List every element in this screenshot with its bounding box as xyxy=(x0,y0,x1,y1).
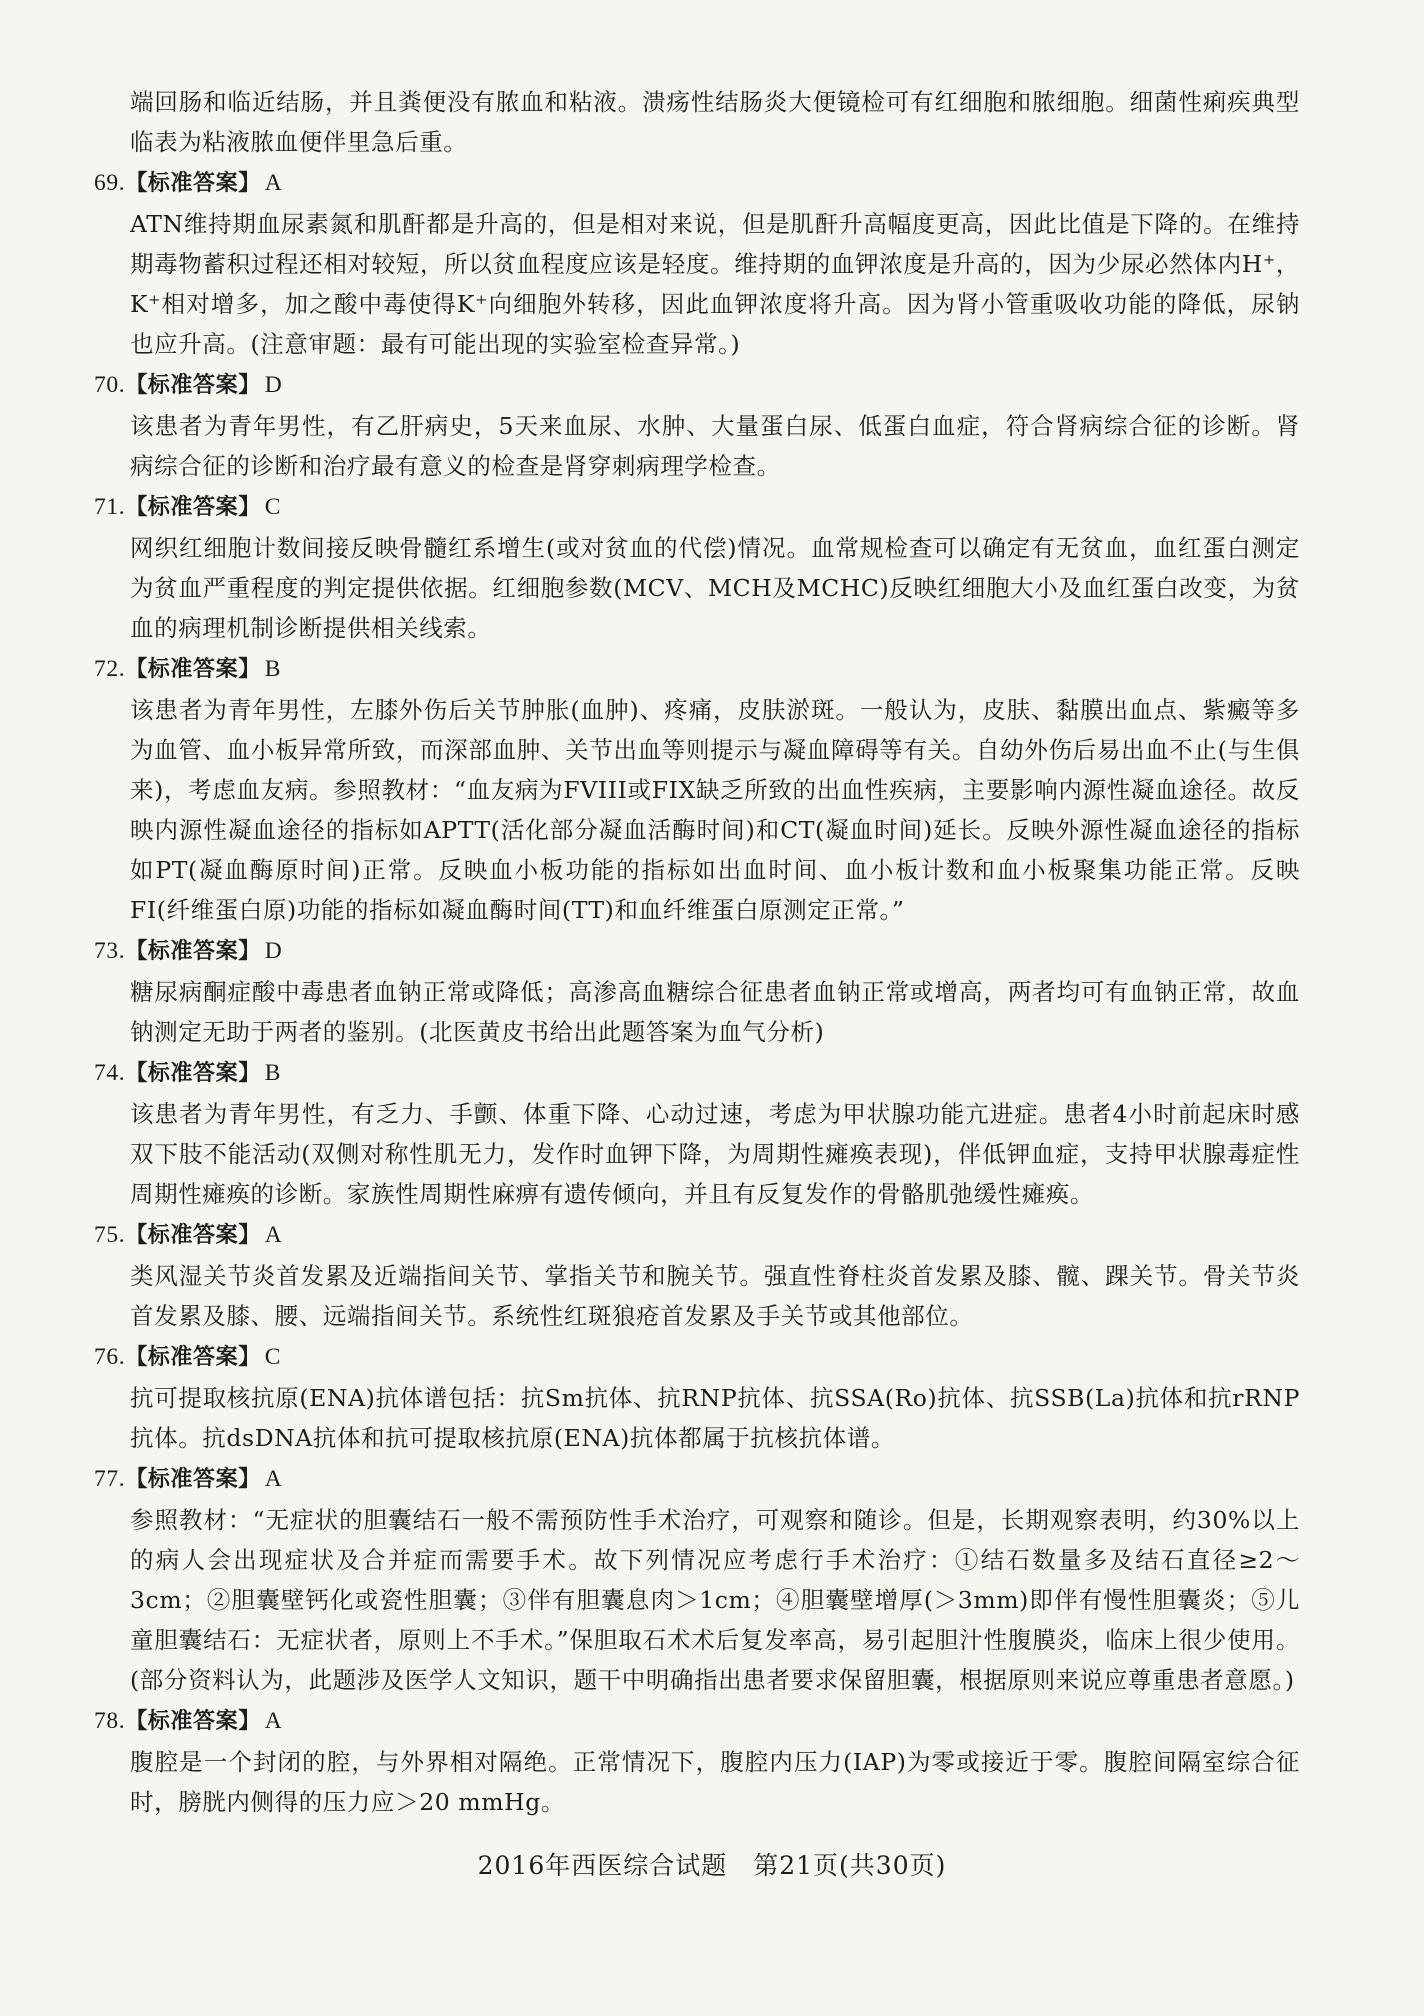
question-number: 70. xyxy=(94,372,126,398)
standard-answer-label: 【标准答案】 xyxy=(125,657,261,682)
explanation-text: 类风湿关节炎首发累及近端指间关节、掌指关节和腕关节。强直性脊柱炎首发累及膝、髋、踝关节。骨关节炎首发累及膝、腰、远端指间关节。系统性红斑狼疮首发累及手关节或其他部位。 xyxy=(130,1262,1300,1330)
question-number: 76. xyxy=(94,1344,126,1370)
answer-heading xyxy=(94,930,1300,972)
answer-item xyxy=(94,486,1300,648)
answer-letter: A xyxy=(264,1708,283,1734)
answer-heading xyxy=(94,1336,1300,1378)
question-number: 72. xyxy=(94,656,126,682)
explanation-text: ATN维持期血尿素氮和肌酐都是升高的，但是相对来说，但是肌酐升高幅度更高，因此比值是下降的。在维持期毒物蓄积过程还相对较短，所以贫血程度应该是轻度。维持期的血钾浓度是升高的，因为少尿必然体内H⁺，K⁺相对增多，加之酸中毒使得K⁺向细胞外转移，因此血钾浓度将升高。因为肾小管重吸收功能的降低，尿钠也应升高。(注意审题：最有可能出现的实验室检查异常。) xyxy=(130,210,1300,358)
answer-letter: D xyxy=(264,938,283,964)
answer-heading xyxy=(94,1052,1300,1094)
standard-answer-label: 【标准答案】 xyxy=(125,1345,261,1370)
answer-list xyxy=(94,162,1300,1822)
explanation-text: 腹腔是一个封闭的腔，与外界相对隔绝。正常情况下，腹腔内压力(IAP)为零或接近于零。腹腔间隔室综合征时，膀胱内侧得的压力应＞20 mmHg。 xyxy=(130,1748,1300,1816)
answer-item xyxy=(94,1214,1300,1336)
question-number: 77. xyxy=(94,1466,126,1492)
answer-item xyxy=(94,930,1300,1052)
explanation-text: 参照教材：“无症状的胆囊结石一般不需预防性手术治疗，可观察和随诊。但是，长期观察表明，约30%以上的病人会出现症状及合并症而需要手术。故下列情况应考虑行手术治疗：①结石数量多及结石直径≥2～3cm；②胆囊壁钙化或瓷性胆囊；③伴有胆囊息肉＞1cm；④胆囊壁增厚(＞3mm)即伴有慢性胆囊炎；⑤儿童胆囊结石：无症状者，原则上不手术。”保胆取石术术后复发率高，易引起胆汁性腹膜炎，临床上很少使用。(部分资料认为，此题涉及医学人文知识，题干中明确指出患者要求保留胆囊，根据原则来说应尊重患者意愿。) xyxy=(130,1506,1300,1694)
answer-heading xyxy=(94,1458,1300,1500)
page-footer: 2016年西医综合试题 第21页(共30页) xyxy=(477,1851,947,1880)
answer-item xyxy=(94,162,1300,364)
answer-content xyxy=(94,82,1300,1822)
answer-heading xyxy=(94,486,1300,528)
intro-paragraph: 端回肠和临近结肠，并且粪便没有脓血和粘液。溃疡性结肠炎大便镜检可有红细胞和脓细胞。细菌性痢疾典型临表为粘液脓血便伴里急后重。 xyxy=(130,88,1300,156)
answer-item xyxy=(94,648,1300,930)
answer-letter: C xyxy=(264,1344,282,1370)
answer-heading xyxy=(94,1700,1300,1742)
explanation-text: 该患者为青年男性，有乙肝病史，5天来血尿、水肿、大量蛋白尿、低蛋白血症，符合肾病综合征的诊断。肾病综合征的诊断和治疗最有意义的检查是肾穿刺病理学检查。 xyxy=(130,412,1300,480)
standard-answer-label: 【标准答案】 xyxy=(125,1467,261,1492)
question-number: 78. xyxy=(94,1708,126,1734)
answer-letter: A xyxy=(264,1222,283,1248)
answer-item xyxy=(94,1052,1300,1214)
answer-item xyxy=(94,1458,1300,1700)
standard-answer-label: 【标准答案】 xyxy=(125,495,261,520)
explanation-text: 该患者为青年男性，有乏力、手颤、体重下降、心动过速，考虑为甲状腺功能亢进症。患者4小时前起床时感双下肢不能活动(双侧对称性肌无力，发作时血钾下降，为周期性瘫痪表现)，伴低钾血症，支持甲状腺毒症性周期性瘫痪的诊断。家族性周期性麻痹有遗传倾向，并且有反复发作的骨骼肌弛缓性瘫痪。 xyxy=(130,1100,1300,1208)
question-number: 75. xyxy=(94,1222,126,1248)
answer-letter: A xyxy=(264,1466,283,1492)
question-number: 73. xyxy=(94,938,126,964)
explanation-text: 抗可提取核抗原(ENA)抗体谱包括：抗Sm抗体、抗RNP抗体、抗SSA(Ro)抗体、抗SSB(La)抗体和抗rRNP抗体。抗dsDNA抗体和抗可提取核抗原(ENA)抗体都属于抗核抗体谱。 xyxy=(130,1384,1300,1452)
answer-item xyxy=(94,364,1300,486)
answer-letter: B xyxy=(264,656,282,682)
standard-answer-label: 【标准答案】 xyxy=(125,171,261,196)
standard-answer-label: 【标准答案】 xyxy=(125,1061,261,1086)
question-number: 74. xyxy=(94,1060,126,1086)
explanation-text: 糖尿病酮症酸中毒患者血钠正常或降低；高渗高血糖综合征患者血钠正常或增高，两者均可有血钠正常，故血钠测定无助于两者的鉴别。(北医黄皮书给出此题答案为血气分析) xyxy=(130,978,1300,1046)
answer-letter: D xyxy=(264,372,283,398)
standard-answer-label: 【标准答案】 xyxy=(125,939,261,964)
standard-answer-label: 【标准答案】 xyxy=(125,373,261,398)
standard-answer-label: 【标准答案】 xyxy=(125,1223,261,1248)
explanation-text: 该患者为青年男性，左膝外伤后关节肿胀(血肿)、疼痛，皮肤淤斑。一般认为，皮肤、黏膜出血点、紫癜等多为血管、血小板异常所致，而深部血肿、关节出血等则提示与凝血障碍等有关。自幼外伤后易出血不止(与生俱来)，考虑血友病。参照教材：“血友病为FVIII或FIX缺乏所致的出血性疾病，主要影响内源性凝血途径。故反映内源性凝血途径的指标如APTT(活化部分凝血活酶时间)和CT(凝血时间)延长。反映外源性凝血途径的指标如PT(凝血酶原时间)正常。反映血小板功能的指标如出血时间、血小板计数和血小板聚集功能正常。反映FⅠ(纤维蛋白原)功能的指标如凝血酶时间(TT)和血纤维蛋白原测定正常。” xyxy=(130,696,1300,924)
answer-heading xyxy=(94,1214,1300,1256)
answer-letter: B xyxy=(264,1060,282,1086)
answer-heading xyxy=(94,162,1300,204)
standard-answer-label: 【标准答案】 xyxy=(125,1709,261,1734)
question-number: 71. xyxy=(94,494,126,520)
answer-letter: C xyxy=(264,494,282,520)
answer-heading xyxy=(94,648,1300,690)
answer-heading xyxy=(94,364,1300,406)
question-number: 69. xyxy=(94,170,126,196)
answer-letter: A xyxy=(264,170,283,196)
explanation-text: 网织红细胞计数间接反映骨髓红系增生(或对贫血的代偿)情况。血常规检查可以确定有无贫血，血红蛋白测定为贫血严重程度的判定提供依据。红细胞参数(MCV、MCH及MCHC)反映红细胞大小及血红蛋白改变，为贫血的病理机制诊断提供相关线索。 xyxy=(130,534,1300,642)
answer-item xyxy=(94,1336,1300,1458)
answer-item xyxy=(94,1700,1300,1822)
